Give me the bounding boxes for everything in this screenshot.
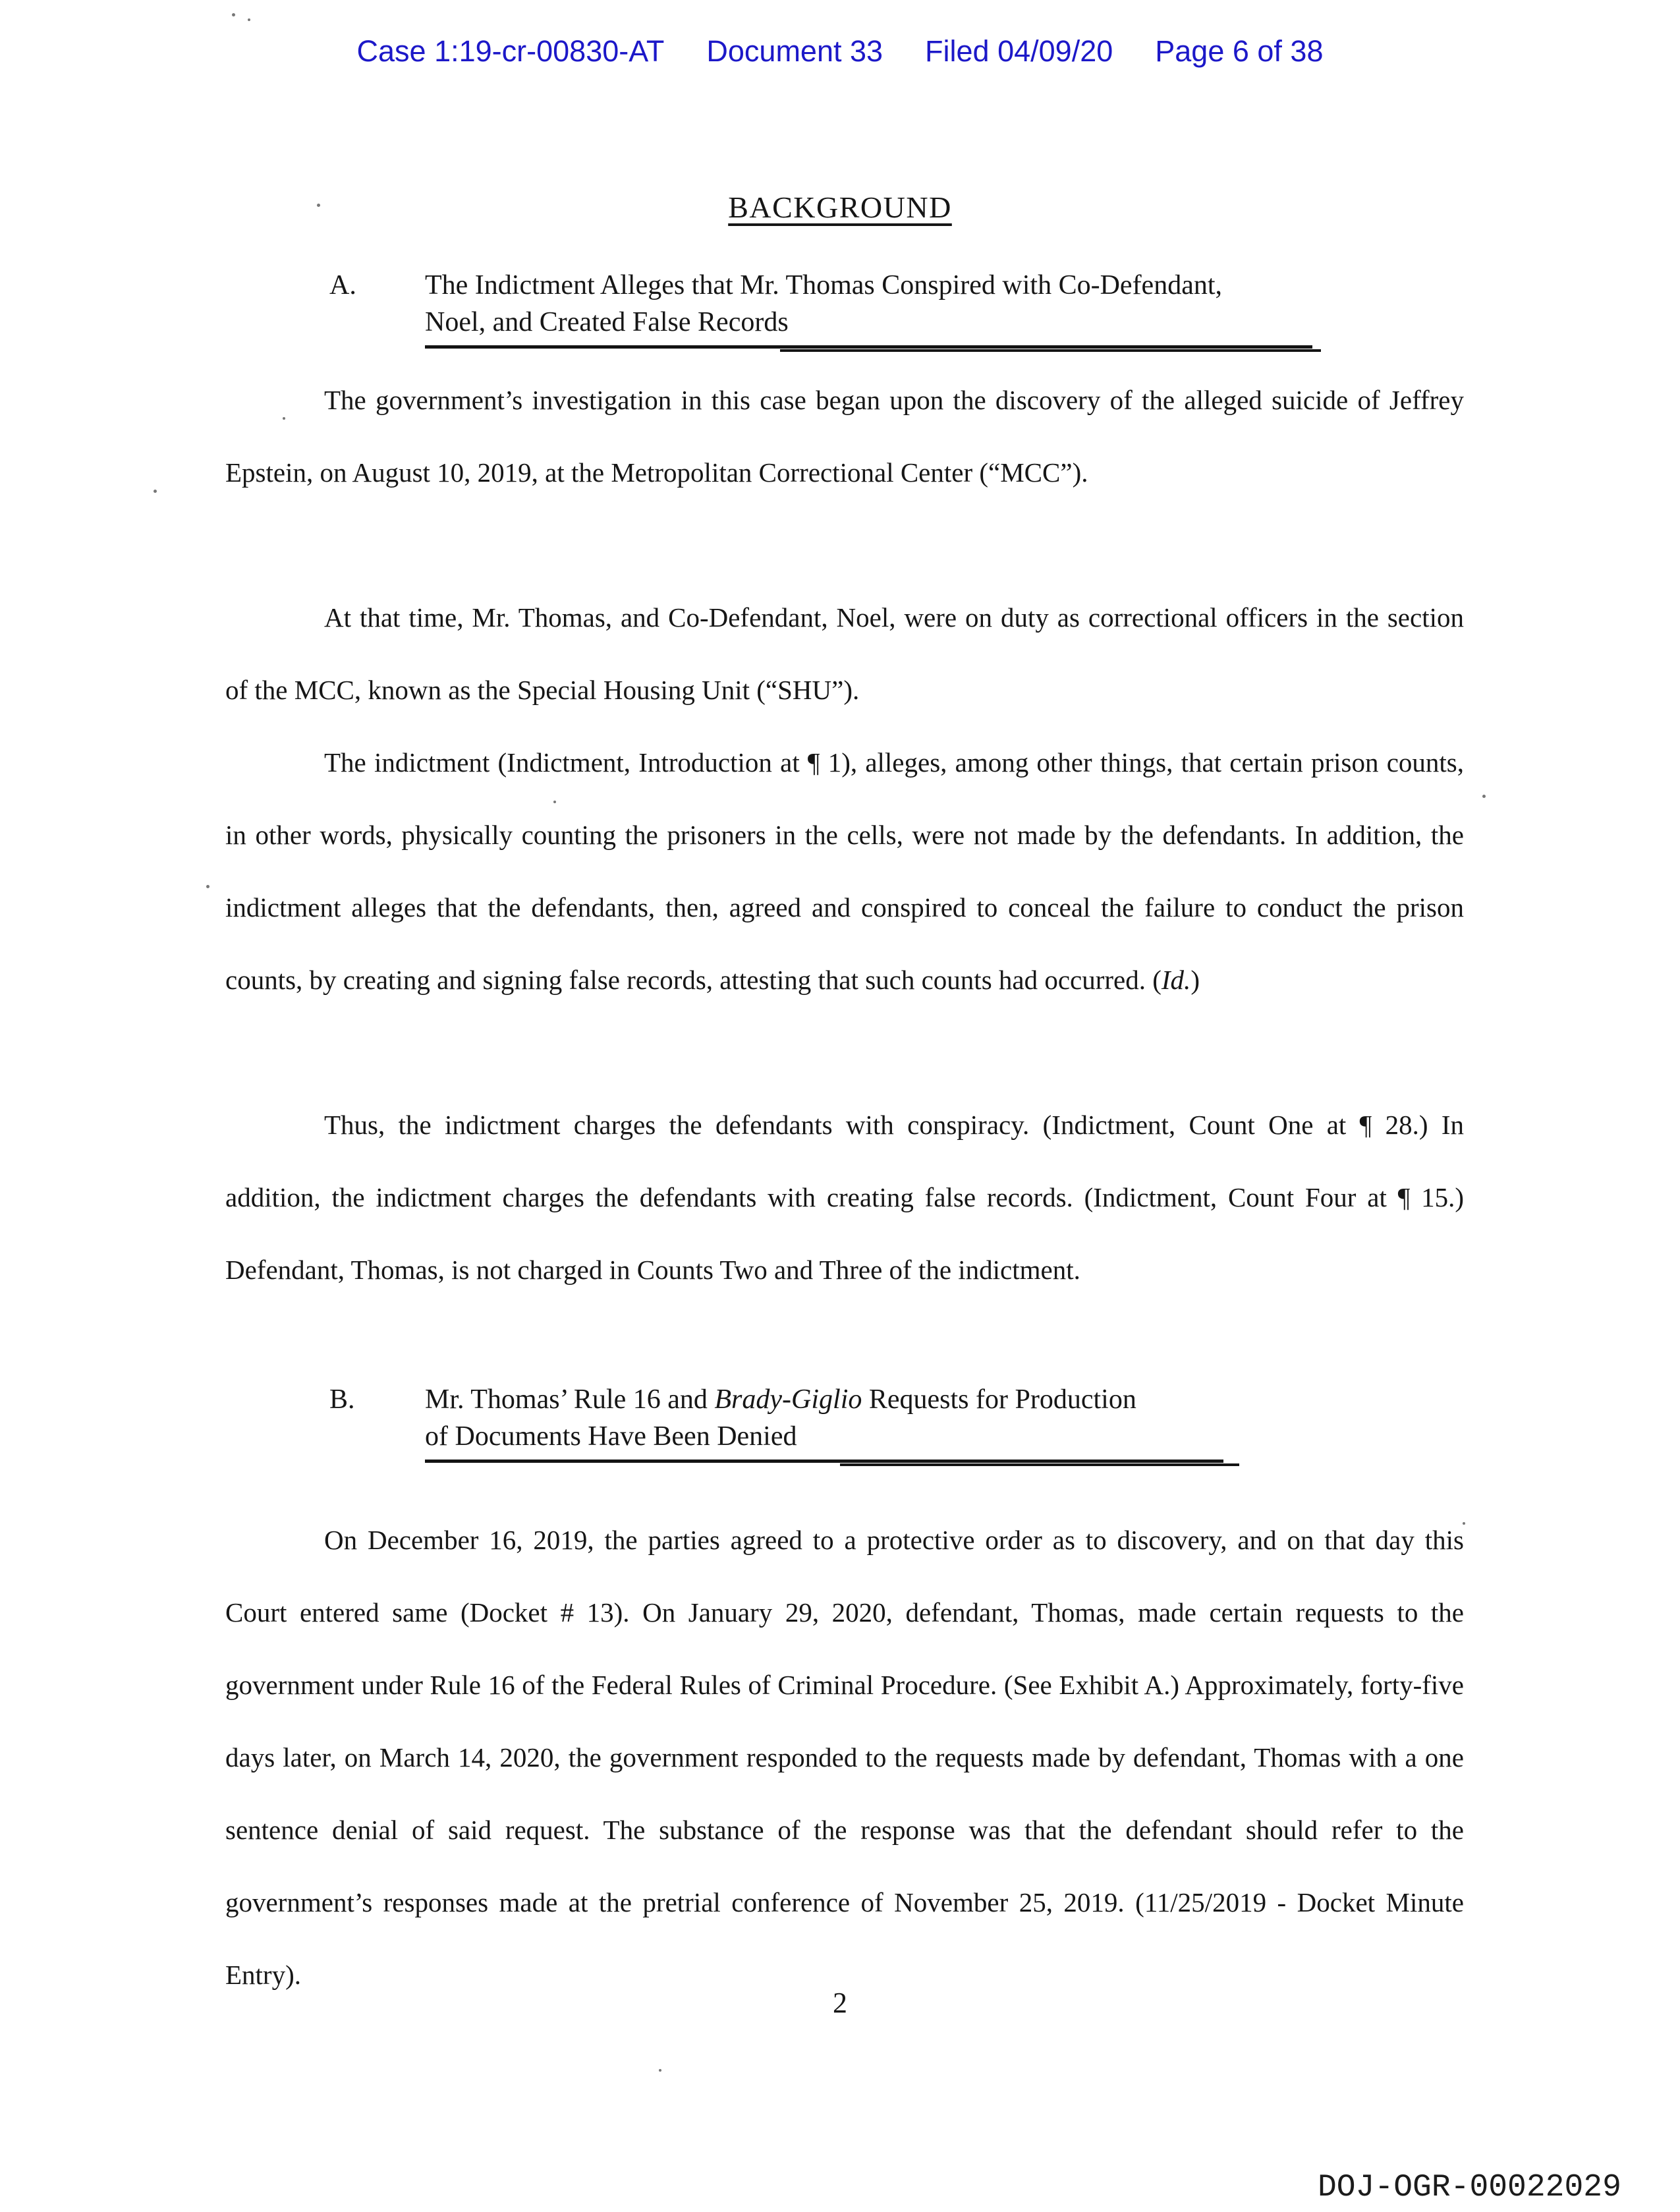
- paragraph: Thus, the indictment charges the defendants with conspiracy. (Indictment, Count One at ¶ 28.) In addition, the indictment charges the defendants with creating false records. (Indictment, Count Four at ¶ 15.) Defendant, Thomas, is not charged in Counts Two and Three of the indictment.: [225, 1110, 1464, 1285]
- page-number: 2: [833, 1987, 847, 2019]
- case-number: Case 1:19-cr-00830-AT: [356, 34, 665, 68]
- section-letter: A.: [329, 270, 356, 300]
- paragraph: The indictment (Indictment, Introduction at ¶ 1), alleges, among other things, that certain prison counts, in other words, physically counting the prisoners in the cells, were not made by the defendants. In addition, the indictment alleges that the defendants, then, agreed and conspired to conceal the failure to conduct the prison counts, by creating and signing false records, attesting that such counts had occurred. (Id.): [225, 747, 1464, 995]
- filed-date: Filed 04/09/20: [925, 34, 1113, 68]
- scan-speck: [248, 18, 250, 21]
- paragraph: The government’s investigation in this case began upon the discovery of the alleged suicide of Jeffrey Epstein, on August 10, 2019, at the Metropolitan Correctional Center (“MCC”).: [225, 385, 1464, 488]
- scan-speck: [154, 490, 157, 493]
- case-header: [0, 34, 1680, 69]
- section-title-line1: The Indictment Alleges that Mr. Thomas Conspired with Co-Defendant,: [425, 270, 1223, 300]
- section-title-line2: Noel, and Created False Records: [425, 304, 1312, 349]
- scan-speck: [1482, 795, 1486, 798]
- scan-speck: [206, 885, 210, 888]
- section-heading-a: [329, 267, 1312, 349]
- scan-speck: [553, 801, 556, 803]
- section-letter: B.: [329, 1384, 355, 1415]
- paragraph: At that time, Mr. Thomas, and Co-Defendant, Noel, were on duty as correctional officers in the section of the MCC, known as the Special Housing Unit (“SHU”).: [225, 602, 1464, 705]
- paragraph: On December 16, 2019, the parties agreed to a protective order as to discovery, and on that day this Court entered same (Docket # 13). On January 29, 2020, defendant, Thomas, made certain requests to the government under Rule 16 of the Federal Rules of Criminal Procedure. (See Exhibit A.) Approximately, forty-five days later, on March 14, 2020, the government responded to the requests made by defendant, Thomas with a one sentence denial of said request. The substance of the response was that the defendant should refer to the government’s responses made at the pretrial conference of November 25, 2019. (11/25/2019 - Docket Minute Entry).: [225, 1525, 1464, 1990]
- document-title: BACKGROUND: [728, 190, 952, 224]
- section-title: [425, 1381, 1223, 1463]
- section-title: [425, 267, 1312, 349]
- section-heading-b: [329, 1381, 1223, 1463]
- scan-speck: [1463, 1522, 1465, 1525]
- page-indicator: Page 6 of 38: [1155, 34, 1324, 68]
- scan-speck: [317, 204, 320, 207]
- scan-speck: [283, 417, 285, 420]
- scan-speck: [659, 2069, 661, 2072]
- section-title-line2: of Documents Have Been Denied: [425, 1418, 1223, 1463]
- section-title-line1: Mr. Thomas’ Rule 16 and Brady-Giglio Requests for Production: [425, 1384, 1136, 1415]
- document-number: Document 33: [706, 34, 883, 68]
- bates-number: DOJ-OGR-00022029: [1318, 2170, 1621, 2205]
- scan-speck: [232, 13, 235, 16]
